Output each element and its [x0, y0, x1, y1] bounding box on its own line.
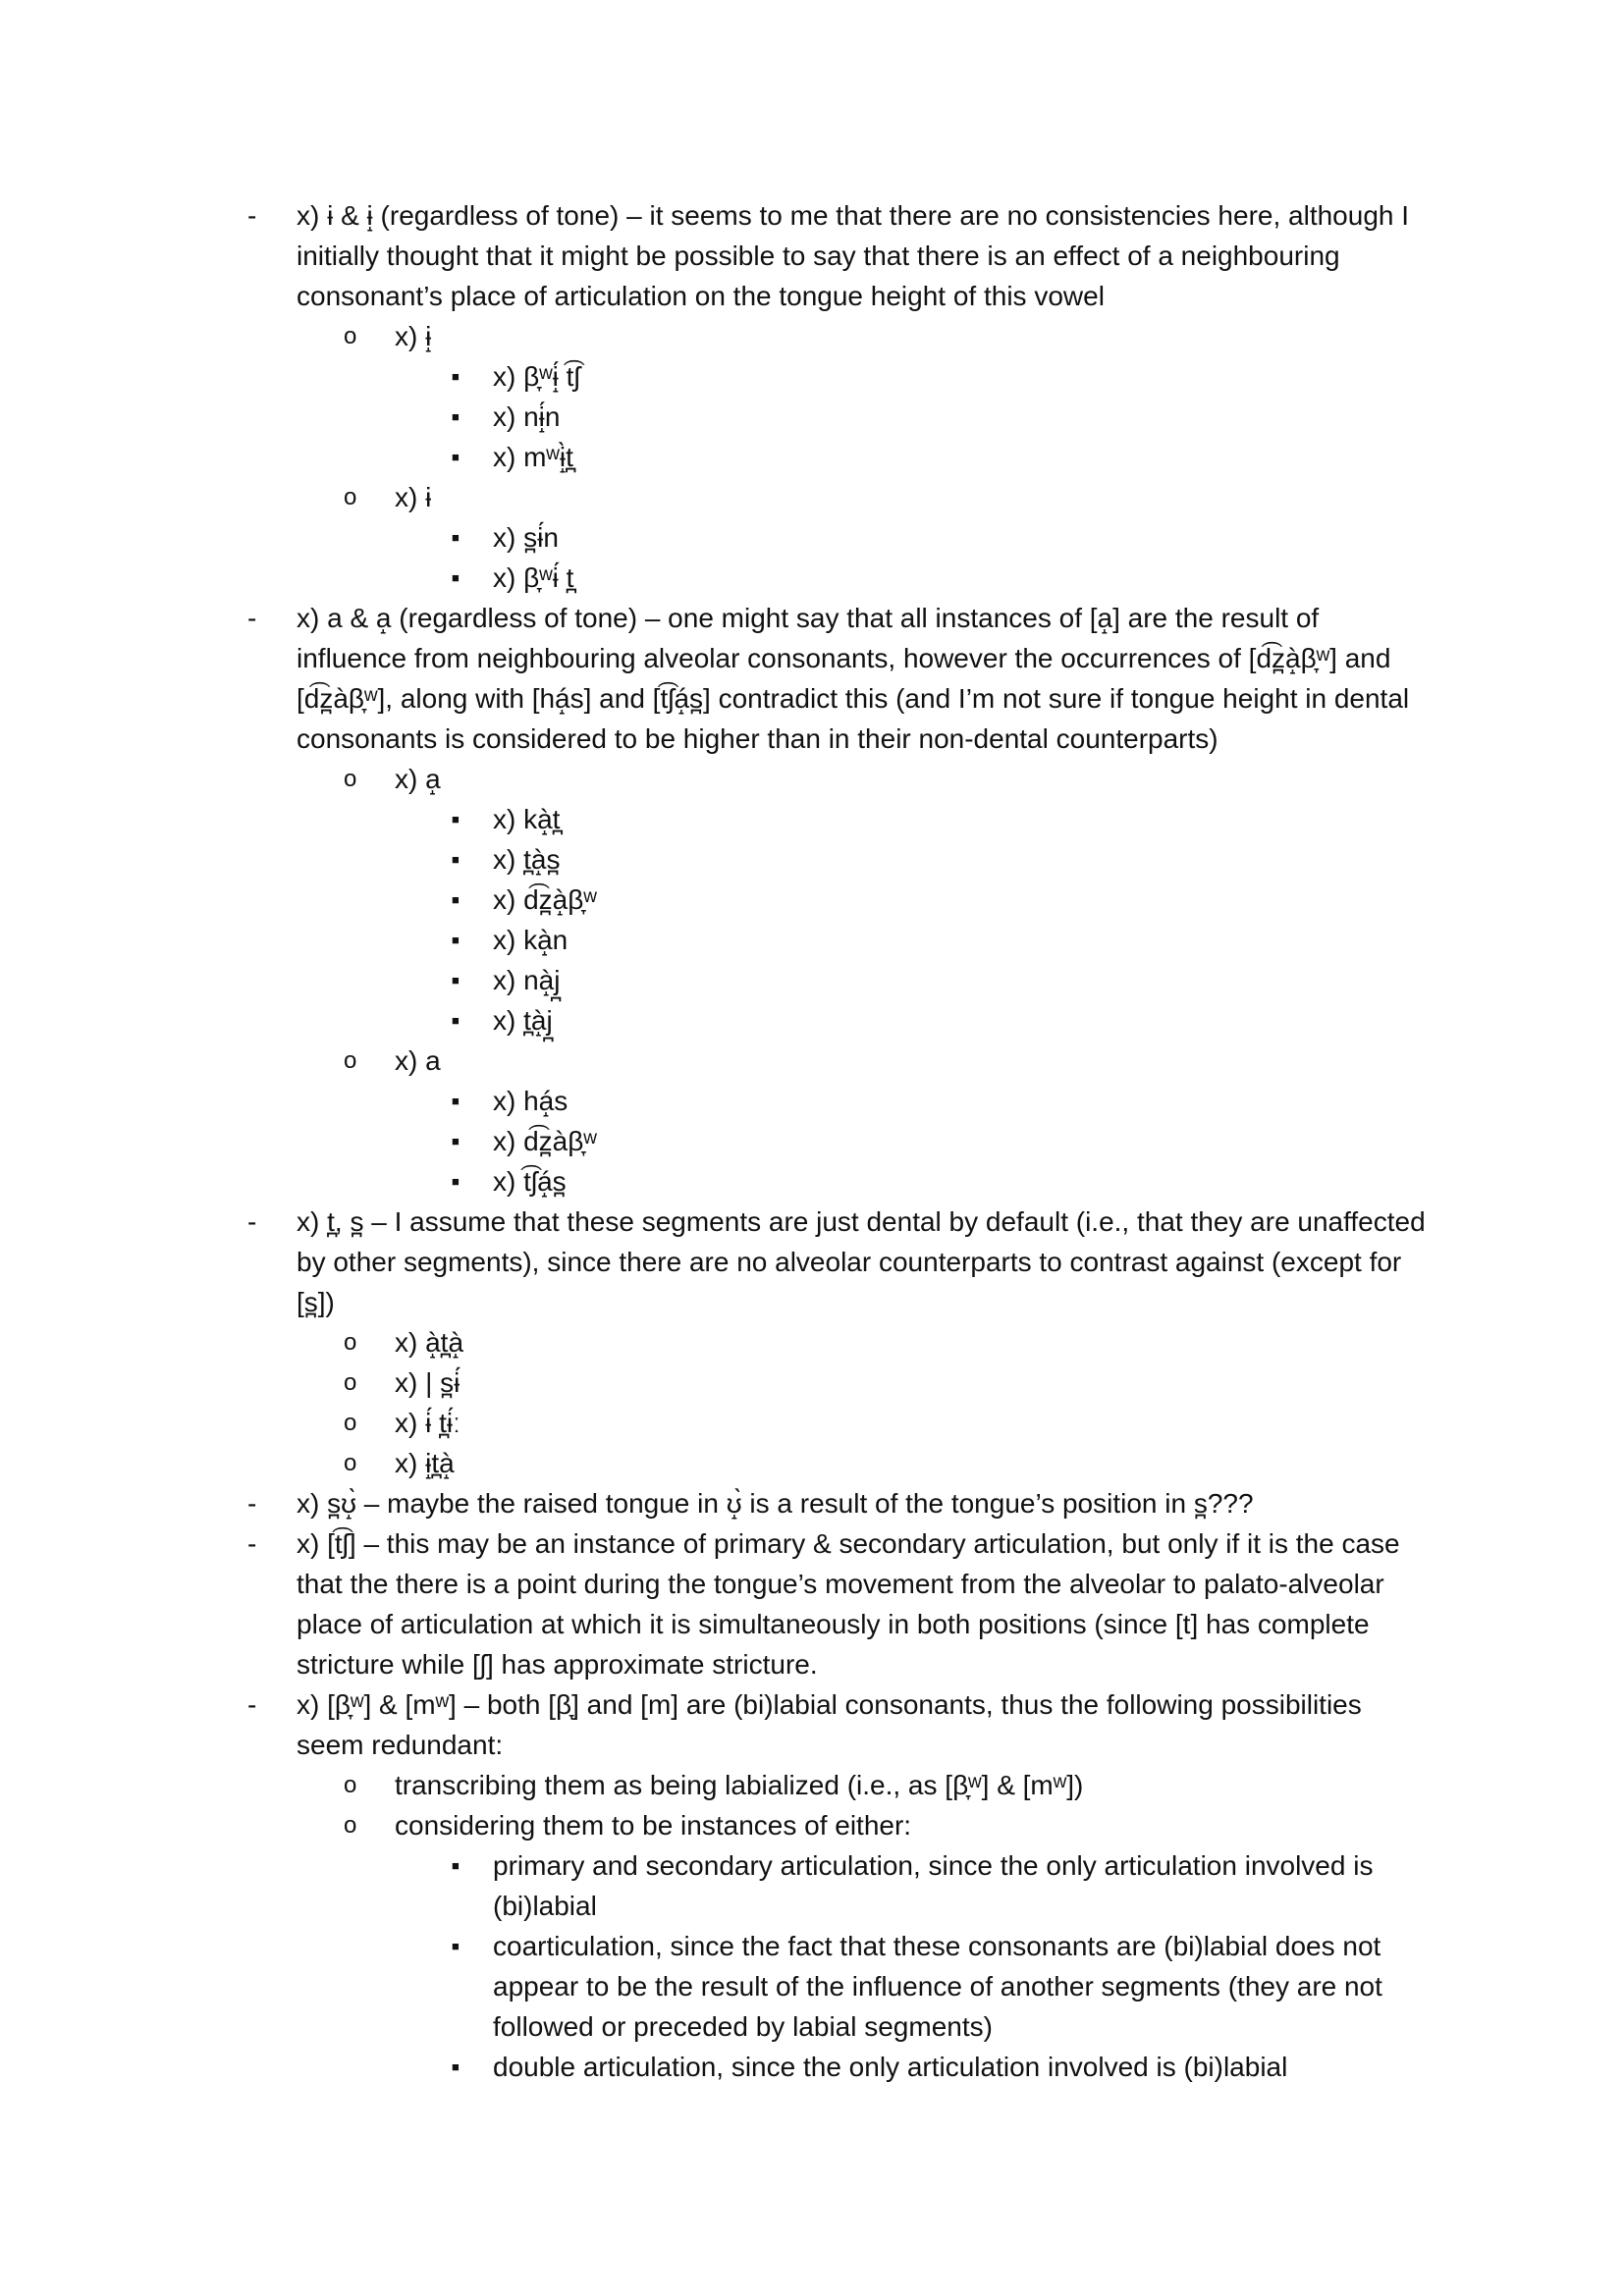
bullet-dash-marker: -	[247, 1488, 257, 1519]
text-line: x) ɨ̝	[395, 321, 432, 351]
text-line: x) mʷɨ̝̀t̪	[493, 442, 573, 472]
bullet-square-marker: ■	[452, 1939, 460, 1953]
text-line: by other segments), since there are no alveolar counterparts to contrast against (except for	[297, 1247, 1402, 1277]
text-line: x) t͡ʃá̝s̪	[493, 1166, 567, 1197]
text-line: place of articulation at which it is simultaneously in both positions (since [t] has complete	[297, 1609, 1370, 1639]
bullet-circle-marker: o	[344, 1369, 357, 1396]
text-line: x) d͡z̪à̝β̞ʷ	[493, 884, 597, 915]
text-line: followed or preceded by labial segments)	[493, 2011, 993, 2042]
text-line: x) ɨ̝t̪à̝	[395, 1448, 455, 1478]
text-line: considering them to be instances of either:	[395, 1810, 912, 1841]
bullet-square-marker: ■	[452, 369, 460, 384]
text-line: x) ɨ́ t̪ɨ́ː	[395, 1408, 460, 1438]
bullet-circle-marker: o	[344, 1047, 357, 1074]
text-line: x) ɨ	[395, 482, 432, 512]
bullet-dash-marker: -	[247, 603, 257, 633]
text-line: [d͡z̪àβ̞ʷ], along with [há̝s] and [t͡ʃá̝s̪] contradict this (and I’m not sure if tongue height in dental	[297, 683, 1410, 714]
bullet-square-marker: ■	[452, 2059, 460, 2074]
bullet-dash-marker: -	[247, 1528, 257, 1559]
bullet-square-marker: ■	[452, 409, 460, 424]
text-line: initially thought that it might be possible to say that there is an effect of a neighbouring	[297, 240, 1340, 271]
bullet-dash-marker: -	[247, 200, 257, 231]
bullet-circle-marker: o	[344, 1410, 357, 1436]
text-line: x) ɨ & ɨ̝ (regardless of tone) – it seems to me that there are no consistencies here, although I	[297, 200, 1410, 231]
bullet-square-marker: ■	[452, 570, 460, 585]
text-line: x) t̪, s̪ – I assume that these segments are just dental by default (i.e., that they are unaffected	[297, 1206, 1426, 1237]
bullet-square-marker: ■	[452, 812, 460, 827]
bullet-square-marker: ■	[452, 933, 460, 947]
text-line: double articulation, since the only articulation involved is (bi)labial	[493, 2052, 1288, 2082]
text-line: x) s̪ɨ́n	[493, 522, 559, 553]
text-line: x) t̪à̝j̪	[493, 1005, 553, 1036]
bullet-circle-marker: o	[344, 1772, 357, 1798]
text-line: x) kà̝n	[493, 925, 568, 955]
bullet-dash-marker: -	[247, 1689, 257, 1720]
bullet-square-marker: ■	[452, 530, 460, 545]
text-line: x) a	[395, 1045, 441, 1076]
text-line: x) a & a̝ (regardless of tone) – one might say that all instances of [a̝] are the result of	[297, 603, 1320, 633]
text-line: x) há̝s	[493, 1086, 568, 1116]
bullet-square-marker: ■	[452, 1174, 460, 1189]
text-line: x) d͡z̪àβ̞ʷ	[493, 1126, 597, 1156]
text-line: that the there is a point during the tongue’s movement from the alveolar to palato-alveolar	[297, 1569, 1384, 1599]
bullet-square-marker: ■	[452, 852, 460, 867]
bullet-square-marker: ■	[452, 973, 460, 988]
bullet-square-marker: ■	[452, 1013, 460, 1028]
bullet-square-marker: ■	[452, 892, 460, 907]
text-line: x) | s̪ɨ́	[395, 1367, 460, 1398]
bullet-circle-marker: o	[344, 484, 357, 510]
bullet-square-marker: ■	[452, 1094, 460, 1108]
text-line: appear to be the result of the influence of another segments (they are not	[493, 1971, 1382, 2002]
bullet-circle-marker: o	[344, 1329, 357, 1356]
text-line: primary and secondary articulation, since the only articulation involved is	[493, 1850, 1374, 1881]
bullet-circle-marker: o	[344, 323, 357, 349]
text-line: x) nà̝j̪	[493, 965, 561, 995]
bullet-dash-marker: -	[247, 1206, 257, 1237]
text-line: [s̪])	[297, 1287, 335, 1317]
text-line: x) t̪à̝s̪	[493, 844, 561, 875]
text-line: x) à̝t̪à̝	[395, 1327, 464, 1358]
bullet-square-marker: ■	[452, 1858, 460, 1873]
text-line: x) [β̞ʷ] & [mʷ] – both [β̞] and [m] are (bi)labial consonants, thus the following possibilities	[297, 1689, 1362, 1720]
text-line: x) a̝	[395, 764, 441, 794]
text-line: stricture while [ʃ] has approximate stricture.	[297, 1649, 818, 1680]
text-line: coarticulation, since the fact that these consonants are (bi)labial does not	[493, 1931, 1381, 1961]
text-line: consonant’s place of articulation on the tongue height of this vowel	[297, 281, 1105, 311]
text-line: x) [t͡ʃ] – this may be an instance of primary & secondary articulation, but only if it is the case	[297, 1528, 1400, 1559]
bullet-square-marker: ■	[452, 1134, 460, 1148]
text-line: x) β̞ʷɨ́ t̪	[493, 562, 574, 593]
bullet-circle-marker: o	[344, 1812, 357, 1839]
text-line: (bi)labial	[493, 1891, 597, 1921]
text-line: consonants is considered to be higher than in their non-dental counterparts)	[297, 723, 1218, 754]
text-line: influence from neighbouring alveolar consonants, however the occurrences of [d͡z̪à̝β̞ʷ] and	[297, 643, 1391, 673]
text-line: x) s̪ʊ̝̀ – maybe the raised tongue in ʊ̝̀ is a result of the tongue’s position in s̪???	[297, 1488, 1254, 1519]
text-line: x) kà̝t̪	[493, 804, 561, 834]
text-line: seem redundant:	[297, 1730, 504, 1760]
text-line: x) β̞ʷɨ̝́ t͡ʃ	[493, 361, 580, 392]
bullet-square-marker: ■	[452, 450, 460, 464]
bullet-circle-marker: o	[344, 766, 357, 792]
text-line: x) nɨ̝́n	[493, 401, 561, 432]
bullet-circle-marker: o	[344, 1450, 357, 1476]
text-line: transcribing them as being labialized (i.e., as [β̞ʷ] & [mʷ])	[395, 1770, 1084, 1800]
